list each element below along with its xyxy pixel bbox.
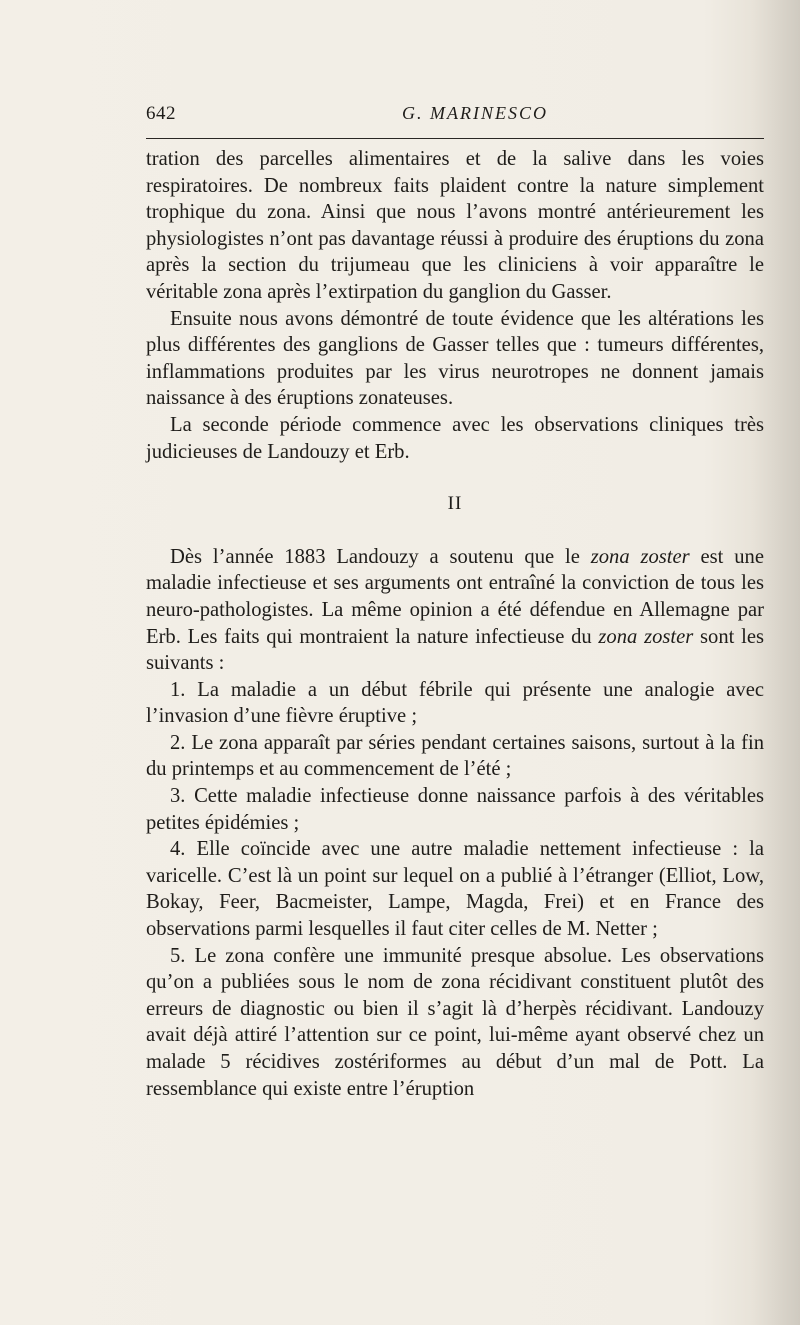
italic-term: zona zoster <box>590 545 690 568</box>
list-item: 3. Cette maladie infectieuse donne naissance parfois à des véritables petites épidémies ; <box>146 785 764 834</box>
section-heading: II <box>447 493 463 515</box>
paragraph: Ensuite nous avons démontré de toute évidence que les altérations les plus différentes des ganglions de Gasser telles que : tumeurs différentes, inflammations produites par les virus neurotropes ne donnent jamais naissance à des éruptions zonateuses. <box>146 307 764 410</box>
list-item: 2. Le zona apparaît par séries pendant certaines saisons, surtout à la fin du printemps et au commencement de l’été ; <box>146 731 764 781</box>
list-item: 4. Elle coïncide avec une autre maladie nettement infectieuse : la varicelle. C’est là un point sur lequel on a publié à l’étranger (Elliot, Low, Bokay, Feer, Bacmeister, Lampe, Magda, Frei) et en France des observations parmi lesquelles il faut citer celles de M. Netter ; <box>146 838 764 941</box>
text-run: est une maladie infectieuse et ses arguments ont entraîné la conviction de tous les neuro-pathologistes. La même opinion a été défendue en Allemagne par Erb. Les faits qui montraient la nature infectieuse du <box>146 545 764 648</box>
paragraph: La seconde période commence avec les observations cliniques très judicieuses de Landouzy et Erb. <box>146 413 764 463</box>
page-header <box>146 103 764 129</box>
paragraph <box>146 544 764 677</box>
text-run: Dès l’année 1883 Landouzy a soutenu que le <box>170 545 591 568</box>
body-text <box>146 146 764 1102</box>
running-title: G. MARINESCO <box>402 103 548 123</box>
list-item: 5. Le zona confère une immunité presque absolue. Les observations qu’on a publiées sous le nom de zona récidivant constituent plutôt des erreurs de diagnostic ou bien il s’agit là d’herpès récidivant. Landouzy avait déjà attiré l’attention sur ce point, lui-même ayant observé chez un malade 5 récidives zostériformes au début d’un mal de Pott. La ressemblance qui existe entre l’éruption <box>146 944 764 1100</box>
text-run: sont les suivants : <box>146 625 764 675</box>
italic-term: zona zoster <box>598 625 694 648</box>
paragraph: tration des parcelles alimentaires et de la salive dans les voies respiratoires. De nombreux faits plaident contre la nature simplement trophique du zona. Ainsi que nous l’avons montré antérieurement les physiologistes n’ont pas davantage réussi à produire des éruptions du zona après la section du trijumeau que les cliniciens à voir apparaître le véritable zona après l’extirpation du ganglion du Gasser. <box>146 148 764 303</box>
header-rule <box>146 138 764 139</box>
list-item: 1. La maladie a un début fébrile qui présente une analogie avec l’invasion d’une fièvre éruptive ; <box>146 678 764 728</box>
page-number: 642 <box>146 103 176 124</box>
